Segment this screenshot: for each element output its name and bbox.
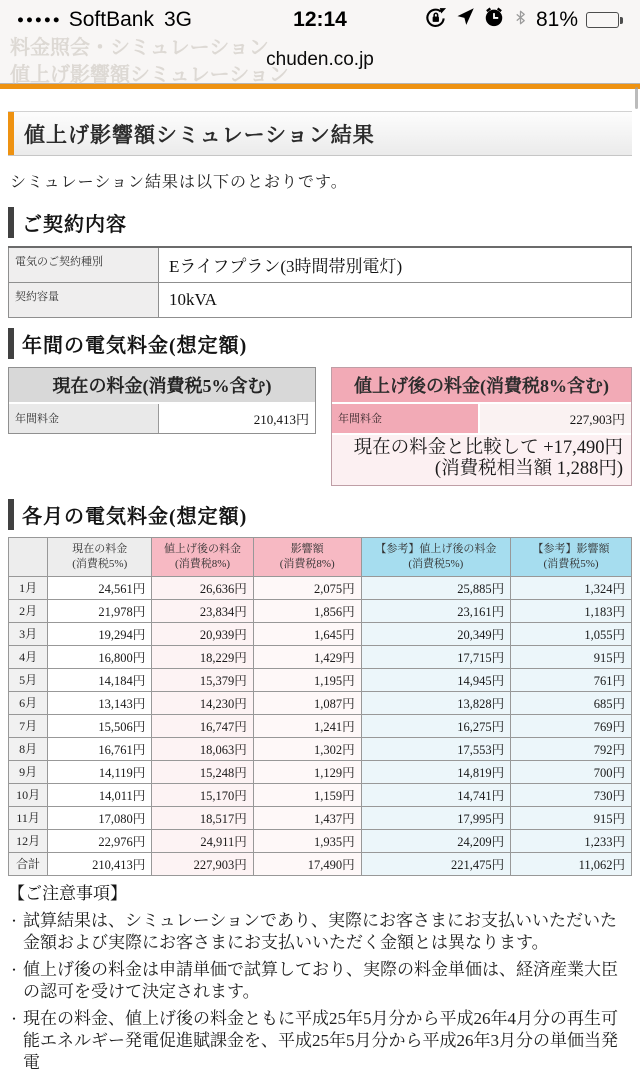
annual-row-value: 227,903円 [480, 404, 631, 433]
cell-ref_after: 17,995円 [361, 806, 511, 829]
cell-impact: 17,490円 [253, 852, 361, 875]
section-heading-monthly: 各月の電気料金(想定額) [8, 499, 632, 530]
cell-current: 14,119円 [48, 760, 152, 783]
cell-impact: 1,159円 [253, 783, 361, 806]
annual-comparison [8, 367, 632, 486]
cell-after: 18,229円 [152, 645, 254, 668]
page-title: 値上げ影響額シミュレーション結果 [24, 123, 375, 147]
contract-value: Eライフプラン(3時間帯別電灯) [159, 247, 632, 282]
status-clock: 12:14 [293, 8, 347, 31]
cell-month: 2月 [9, 599, 48, 622]
monthly-table-row [9, 760, 632, 783]
cell-current: 16,800円 [48, 645, 152, 668]
cell-impact: 1,429円 [253, 645, 361, 668]
cell-after: 15,248円 [152, 760, 254, 783]
cell-ref_after: 24,209円 [361, 829, 511, 852]
monthly-table-row [9, 645, 632, 668]
cell-ref_after: 221,475円 [361, 852, 511, 875]
cell-ref_impact: 730円 [511, 783, 632, 806]
cell-ref_impact: 915円 [511, 806, 632, 829]
column-header-ref-after: 【参考】値上げ後の料金 (消費税5%) [361, 537, 511, 576]
column-header-ref-impact: 【参考】影響額 (消費税5%) [511, 537, 632, 576]
scroll-indicator[interactable] [635, 87, 638, 109]
monthly-table-row [9, 576, 632, 599]
cell-ref_impact: 1,324円 [511, 576, 632, 599]
monthly-table-row [9, 737, 632, 760]
cell-impact: 1,195円 [253, 668, 361, 691]
bullet: ・ [8, 913, 21, 928]
monthly-table-row [9, 852, 632, 875]
cell-impact: 1,437円 [253, 806, 361, 829]
table-row [9, 247, 632, 282]
network-type-label: 3G [163, 8, 192, 31]
note-item [8, 910, 632, 954]
status-bar [0, 0, 640, 40]
note-item [8, 959, 632, 1003]
monthly-table-row [9, 806, 632, 829]
cell-current: 21,978円 [48, 599, 152, 622]
cell-ref_after: 14,945円 [361, 668, 511, 691]
column-header-current: 現在の料金 (消費税5%) [48, 537, 152, 576]
cell-ref_after: 25,885円 [361, 576, 511, 599]
cell-month: 合計 [9, 852, 48, 875]
cell-month: 7月 [9, 714, 48, 737]
cell-month: 4月 [9, 645, 48, 668]
table-row [332, 404, 631, 435]
monthly-fee-table [8, 537, 632, 876]
contract-label: 契約容量 [9, 282, 159, 317]
cell-impact: 2,075円 [253, 576, 361, 599]
cell-impact: 1,241円 [253, 714, 361, 737]
column-header-impact: 影響額 (消費税8%) [253, 537, 361, 576]
cell-ref_impact: 769円 [511, 714, 632, 737]
comparison-line: (消費税相当額 1,288円) [434, 458, 623, 479]
cell-after: 227,903円 [152, 852, 254, 875]
note-text: 現在の料金、値上げ後の料金ともに平成25年5月分から平成26年4月分の再生可能エネルギー発電促進賦課金を、平成25年5月分から平成26年3月分の単価当発電 [23, 1008, 618, 1072]
annual-row-value: 210,413円 [159, 404, 315, 433]
table-row [9, 282, 632, 317]
monthly-table-row [9, 691, 632, 714]
cell-month: 8月 [9, 737, 48, 760]
comparison-line: 現在の料金と比較して +17,490円 [353, 437, 623, 458]
cell-month: 5月 [9, 668, 48, 691]
faded-page-title-1: 料金照会・シミュレーション [10, 37, 269, 59]
carrier-label: SoftBank [68, 8, 154, 31]
cell-current: 19,294円 [48, 622, 152, 645]
page-title-box [8, 111, 632, 156]
contract-label: 電気のご契約種別 [9, 247, 159, 282]
cell-ref_impact: 792円 [511, 737, 632, 760]
cell-month: 11月 [9, 806, 48, 829]
monthly-table-row [9, 829, 632, 852]
monthly-table-row [9, 783, 632, 806]
cell-ref_after: 14,819円 [361, 760, 511, 783]
annual-after-header: 値上げ後の料金(消費税8%含む) [332, 368, 631, 404]
section-heading-annual: 年間の電気料金(想定額) [8, 328, 632, 359]
cell-after: 16,747円 [152, 714, 254, 737]
annual-current-box [8, 367, 316, 434]
intro-text: シミュレーション結果は以下のとおりです。 [10, 174, 348, 191]
page-content [0, 111, 640, 1074]
cell-after: 23,834円 [152, 599, 254, 622]
cell-ref_impact: 11,062円 [511, 852, 632, 875]
table-row [9, 404, 315, 433]
cell-impact: 1,935円 [253, 829, 361, 852]
cell-ref_after: 23,161円 [361, 599, 511, 622]
cell-ref_impact: 1,183円 [511, 599, 632, 622]
url-bar[interactable]: chuden.co.jp [266, 49, 374, 70]
cell-ref_impact: 700円 [511, 760, 632, 783]
cell-after: 15,379円 [152, 668, 254, 691]
section-heading-contract: ご契約内容 [8, 207, 632, 238]
annual-comparison-note [332, 435, 631, 485]
cell-impact: 1,645円 [253, 622, 361, 645]
cell-current: 210,413円 [48, 852, 152, 875]
cell-current: 13,143円 [48, 691, 152, 714]
cell-ref_after: 13,828円 [361, 691, 511, 714]
cell-ref_impact: 1,233円 [511, 829, 632, 852]
monthly-header-row [9, 537, 632, 576]
note-item [8, 1008, 632, 1074]
bullet: ・ [8, 1011, 21, 1026]
note-text: 値上げ後の料金は申請単価で試算しており、実際の料金単価は、経済産業大臣の認可を受けて決定されます。 [23, 959, 618, 1001]
cell-current: 22,976円 [48, 829, 152, 852]
cell-after: 26,636円 [152, 576, 254, 599]
cell-ref_impact: 685円 [511, 691, 632, 714]
cell-impact: 1,129円 [253, 760, 361, 783]
battery-percent-label: 81% [535, 8, 578, 31]
signal-strength-dots: ●●●●● [17, 14, 62, 26]
cell-current: 15,506円 [48, 714, 152, 737]
column-header-after: 値上げ後の料金 (消費税8%) [152, 537, 254, 576]
annual-row-label: 年間料金 [332, 404, 480, 433]
cell-impact: 1,856円 [253, 599, 361, 622]
cell-ref_after: 17,715円 [361, 645, 511, 668]
monthly-table-row [9, 622, 632, 645]
cell-current: 24,561円 [48, 576, 152, 599]
note-text: 試算結果は、シミュレーションであり、実際にお客さまにお支払いいただいた金額および実際にお客さまにお支払いいただく金額とは異なります。 [23, 910, 617, 952]
contract-table [8, 246, 632, 318]
cell-month: 9月 [9, 760, 48, 783]
cell-impact: 1,302円 [253, 737, 361, 760]
cell-current: 14,184円 [48, 668, 152, 691]
cell-ref_after: 20,349円 [361, 622, 511, 645]
cell-month: 3月 [9, 622, 48, 645]
cell-ref_after: 16,275円 [361, 714, 511, 737]
cell-current: 17,080円 [48, 806, 152, 829]
bullet: ・ [8, 962, 21, 977]
column-header-blank [9, 537, 48, 576]
cell-ref_impact: 761円 [511, 668, 632, 691]
cell-ref_after: 14,741円 [361, 783, 511, 806]
monthly-table-row [9, 668, 632, 691]
cell-month: 1月 [9, 576, 48, 599]
monthly-table-row [9, 714, 632, 737]
cell-current: 16,761円 [48, 737, 152, 760]
cell-ref_after: 17,553円 [361, 737, 511, 760]
monthly-table-body [9, 576, 632, 875]
cell-after: 18,063円 [152, 737, 254, 760]
cell-month: 6月 [9, 691, 48, 714]
cell-after: 14,230円 [152, 691, 254, 714]
cell-month: 12月 [9, 829, 48, 852]
cell-current: 14,011円 [48, 783, 152, 806]
cell-after: 15,170円 [152, 783, 254, 806]
cell-month: 10月 [9, 783, 48, 806]
notes-heading: 【ご注意事項】 [8, 883, 127, 903]
annual-row-label: 年間料金 [9, 404, 159, 433]
annual-after-box [331, 367, 632, 486]
cell-after: 18,517円 [152, 806, 254, 829]
faded-page-title-2: 値上げ影響額シミュレーション [10, 64, 289, 86]
cell-after: 24,911円 [152, 829, 254, 852]
cell-ref_impact: 915円 [511, 645, 632, 668]
annual-current-header: 現在の料金(消費税5%含む) [9, 368, 315, 404]
cell-impact: 1,087円 [253, 691, 361, 714]
contract-value: 10kVA [159, 282, 632, 317]
cell-ref_impact: 1,055円 [511, 622, 632, 645]
cell-after: 20,939円 [152, 622, 254, 645]
monthly-table-row [9, 599, 632, 622]
browser-chrome [0, 0, 640, 84]
